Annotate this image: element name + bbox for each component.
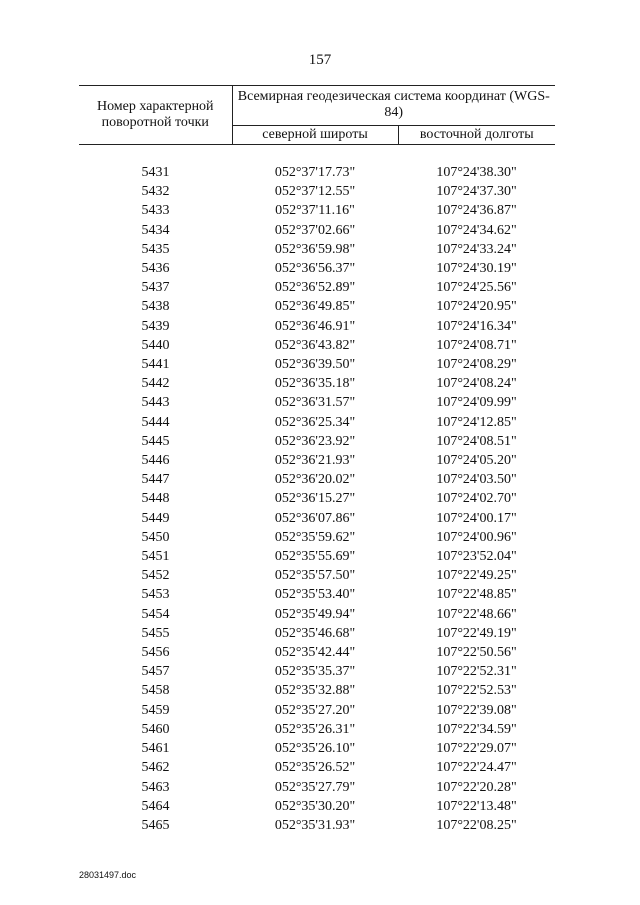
point-number-cell: 5432 <box>141 184 170 200</box>
table-row <box>79 470 555 489</box>
latitude-cell: 052°35'59.62" <box>274 529 356 545</box>
table-row <box>79 681 555 700</box>
point-number-cell: 5436 <box>141 261 170 277</box>
latitude-cell: 052°35'31.93" <box>274 817 356 833</box>
latitude-cell: 052°36'25.34" <box>274 414 356 430</box>
point-number-cell: 5442 <box>141 376 170 392</box>
latitude-cell: 052°36'52.89" <box>274 280 356 296</box>
latitude-cell: 052°36'59.98" <box>274 241 356 257</box>
header-point-number: Номер характерной поворотной точки <box>79 86 232 145</box>
point-number-cell: 5451 <box>141 549 170 565</box>
table-row <box>79 720 555 739</box>
latitude-cell: 052°35'26.31" <box>274 721 356 737</box>
page-number: 157 <box>308 52 332 68</box>
table-row <box>79 739 555 758</box>
longitude-cell: 107°23'52.04" <box>436 549 517 565</box>
latitude-cell: 052°36'23.92" <box>274 433 356 449</box>
longitude-cell: 107°22'49.19" <box>436 625 517 641</box>
table-row <box>79 259 555 278</box>
point-number-cell: 5457 <box>141 664 170 680</box>
point-number-cell: 5463 <box>141 779 170 795</box>
longitude-cell: 107°24'36.87" <box>436 203 517 219</box>
longitude-cell: 107°22'39.08" <box>436 702 517 718</box>
latitude-cell: 052°35'32.88" <box>274 683 356 699</box>
point-number-cell: 5441 <box>141 357 170 373</box>
table-row <box>79 163 555 182</box>
table-row <box>79 662 555 681</box>
point-number-cell: 5440 <box>141 337 170 353</box>
longitude-cell: 107°24'30.19" <box>436 261 517 277</box>
longitude-cell: 107°24'08.29" <box>436 357 517 373</box>
longitude-cell: 107°24'08.51" <box>436 433 517 449</box>
table-row <box>79 317 555 336</box>
table-row <box>79 701 555 720</box>
longitude-cell: 107°24'08.71" <box>436 337 517 353</box>
latitude-cell: 052°35'49.94" <box>274 606 356 622</box>
point-number-cell: 5450 <box>141 529 170 545</box>
longitude-cell: 107°24'38.30" <box>436 165 517 180</box>
point-number-cell: 5461 <box>141 741 170 757</box>
latitude-cell: 052°36'46.91" <box>274 318 356 334</box>
point-number-cell: 5447 <box>141 472 170 488</box>
latitude-cell: 052°37'17.73" <box>274 165 356 180</box>
latitude-cell: 052°36'35.18" <box>274 376 356 392</box>
latitude-cell: 052°35'53.40" <box>274 587 356 603</box>
header-longitude: восточной долготы <box>398 125 555 144</box>
point-number-cell: 5444 <box>141 414 170 430</box>
latitude-cell: 052°35'26.10" <box>274 741 356 757</box>
longitude-cell: 107°22'34.59" <box>436 721 517 737</box>
point-number-cell: 5435 <box>141 241 170 257</box>
point-number-cell: 5438 <box>141 299 170 315</box>
point-number-cell: 5437 <box>141 280 170 296</box>
latitude-cell: 052°36'07.86" <box>274 510 356 526</box>
latitude-cell: 052°36'31.57" <box>274 395 356 411</box>
document-filename: 28031497.doc <box>79 870 137 880</box>
longitude-cell: 107°22'13.48" <box>436 798 517 814</box>
longitude-cell: 107°24'00.17" <box>436 510 517 526</box>
longitude-cell: 107°22'08.25" <box>436 817 517 833</box>
longitude-cell: 107°24'16.34" <box>436 318 517 334</box>
point-number-cell: 5455 <box>141 625 170 641</box>
table-row <box>79 585 555 604</box>
latitude-cell: 052°35'35.37" <box>274 664 356 680</box>
point-number-cell: 5449 <box>141 510 170 526</box>
coordinates-table <box>79 85 555 835</box>
longitude-cell: 107°24'02.70" <box>436 491 517 507</box>
latitude-cell: 052°36'21.93" <box>274 453 356 469</box>
table-row <box>79 489 555 508</box>
longitude-cell: 107°24'12.85" <box>436 414 517 430</box>
table-row <box>79 797 555 816</box>
longitude-cell: 107°24'00.96" <box>436 529 517 545</box>
table-row <box>79 393 555 412</box>
table-row <box>79 643 555 662</box>
table-row <box>79 778 555 797</box>
table-row <box>79 451 555 470</box>
longitude-cell: 107°22'48.85" <box>436 587 517 603</box>
longitude-cell: 107°24'34.62" <box>436 222 517 238</box>
point-number-cell: 5459 <box>141 702 170 718</box>
longitude-cell: 107°24'20.95" <box>436 299 517 315</box>
longitude-cell: 107°22'50.56" <box>436 645 517 661</box>
latitude-cell: 052°37'02.66" <box>274 222 356 238</box>
latitude-cell: 052°35'27.20" <box>274 702 356 718</box>
longitude-cell: 107°22'24.47" <box>436 760 517 776</box>
point-number-cell: 5453 <box>141 587 170 603</box>
point-number-cell: 5431 <box>141 165 170 180</box>
longitude-cell: 107°24'08.24" <box>436 376 517 392</box>
point-number-cell: 5439 <box>141 318 170 334</box>
point-number-cell: 5464 <box>141 798 170 814</box>
latitude-cell: 052°35'30.20" <box>274 798 356 814</box>
longitude-cell: 107°24'33.24" <box>436 241 517 257</box>
point-number-cell: 5465 <box>141 817 170 833</box>
longitude-cell: 107°22'48.66" <box>436 606 517 622</box>
longitude-cell: 107°24'03.50" <box>436 472 517 488</box>
latitude-cell: 052°35'27.79" <box>274 779 356 795</box>
point-number-cell: 5445 <box>141 433 170 449</box>
point-number-cell: 5462 <box>141 760 170 776</box>
table-row <box>79 432 555 451</box>
latitude-cell: 052°35'26.52" <box>274 760 356 776</box>
table-header <box>79 86 555 145</box>
table-row <box>79 624 555 643</box>
header-coordinate-system: Всемирная геодезическая система координат (WGS-84) <box>232 86 555 126</box>
longitude-cell: 107°22'49.25" <box>436 568 517 584</box>
latitude-cell: 052°36'39.50" <box>274 357 356 373</box>
latitude-cell: 052°35'46.68" <box>274 625 356 641</box>
latitude-cell: 052°36'43.82" <box>274 337 356 353</box>
table-body <box>79 145 555 836</box>
table-row <box>79 547 555 566</box>
point-number-cell: 5454 <box>141 606 170 622</box>
point-number-cell: 5434 <box>141 222 170 238</box>
longitude-cell: 107°22'52.53" <box>436 683 517 699</box>
point-number-cell: 5433 <box>141 203 170 219</box>
point-number-cell: 5446 <box>141 453 170 469</box>
longitude-cell: 107°24'25.56" <box>436 280 517 296</box>
table-row <box>79 374 555 393</box>
latitude-cell: 052°35'42.44" <box>274 645 356 661</box>
point-number-cell: 5458 <box>141 683 170 699</box>
point-number-cell: 5460 <box>141 721 170 737</box>
latitude-cell: 052°35'57.50" <box>274 568 356 584</box>
table-row <box>79 201 555 220</box>
latitude-cell: 052°37'12.55" <box>274 184 356 200</box>
longitude-cell: 107°24'37.30" <box>436 184 517 200</box>
table-row <box>79 413 555 432</box>
point-number-cell: 5452 <box>141 568 170 584</box>
latitude-cell: 052°36'49.85" <box>274 299 356 315</box>
table-row <box>79 566 555 585</box>
table-row <box>79 240 555 259</box>
table-row <box>79 816 555 835</box>
table-row <box>79 605 555 624</box>
table-row <box>79 182 555 201</box>
table-row <box>79 221 555 240</box>
table-row <box>79 278 555 297</box>
table-row <box>79 758 555 777</box>
longitude-cell: 107°22'52.31" <box>436 664 517 680</box>
latitude-cell: 052°36'56.37" <box>274 261 356 277</box>
longitude-cell: 107°24'09.99" <box>436 395 517 411</box>
point-number-cell: 5456 <box>141 645 170 661</box>
latitude-cell: 052°36'20.02" <box>274 472 356 488</box>
longitude-cell: 107°22'20.28" <box>436 779 517 795</box>
header-latitude: северной широты <box>232 125 398 144</box>
point-number-cell: 5443 <box>141 395 170 411</box>
table-row <box>79 297 555 316</box>
table-row <box>79 336 555 355</box>
longitude-cell: 107°22'29.07" <box>436 741 517 757</box>
latitude-cell: 052°36'15.27" <box>274 491 356 507</box>
table-row <box>79 509 555 528</box>
point-number-cell: 5448 <box>141 491 170 507</box>
longitude-cell: 107°24'05.20" <box>436 453 517 469</box>
latitude-cell: 052°35'55.69" <box>274 549 356 565</box>
table-row <box>79 355 555 374</box>
latitude-cell: 052°37'11.16" <box>275 203 355 219</box>
table-row <box>79 528 555 547</box>
